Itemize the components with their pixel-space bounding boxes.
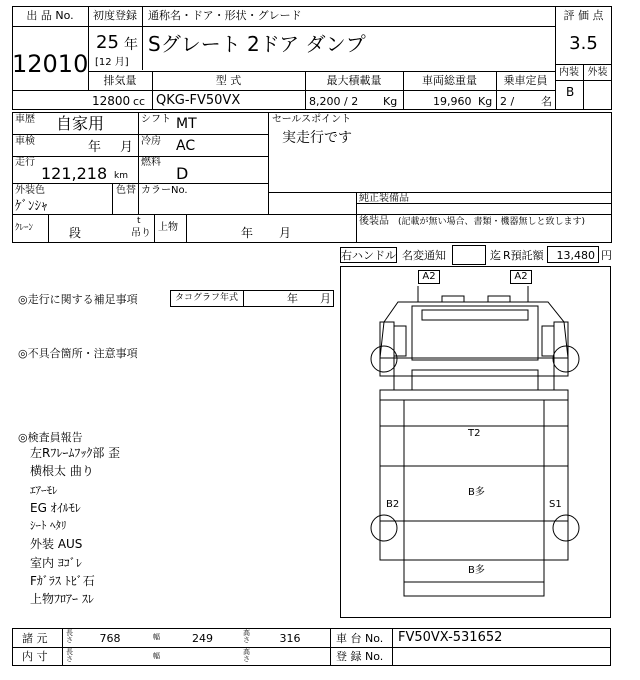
car-name: Sグレート 2ドア ダンプ	[148, 32, 366, 56]
recycle-label: R預託額	[503, 249, 544, 262]
color-value: ｹﾞﾝｼｬ	[15, 199, 48, 214]
damage-mark: B多	[468, 487, 485, 498]
lot-number-label: 出 品 No.	[26, 9, 74, 22]
inspector-line: ｴｱｰﾓﾚ	[30, 484, 58, 497]
inspection-label: 車検	[15, 136, 35, 147]
recycle-value: 13,480	[556, 249, 595, 262]
chassis-number: FV50VX-531652	[398, 630, 503, 645]
first-registration-label: 初度登録	[93, 9, 137, 22]
driving-notes-label: ◎走行に関する補足事項	[18, 293, 138, 306]
displacement-label: 排気量	[103, 74, 137, 87]
model-value: QKG-FV50VX	[156, 93, 241, 108]
history-value: 自家用	[56, 114, 105, 133]
dimensions-label: 諸 元	[22, 632, 48, 645]
damage-mark: B2	[386, 499, 400, 510]
gross-weight-unit: Kg	[478, 95, 493, 108]
capacity-value: 2 /	[500, 95, 515, 108]
damage-mark: T2	[468, 428, 481, 439]
fuel-value: D	[176, 164, 189, 183]
sales-point-value: 実走行です	[282, 130, 352, 146]
max-load-unit: Kg	[383, 95, 398, 108]
crane-stage: 段	[69, 226, 82, 240]
aftermarket-note: (記載が無い場合、書類・機器無しと致します)	[398, 217, 586, 227]
crane-ton: t	[137, 216, 141, 226]
mileage-label: 走行	[15, 157, 35, 168]
interior-grade-label: 内装	[559, 67, 579, 78]
height-label: 高さ	[243, 629, 250, 644]
registration-year: 25	[96, 32, 119, 53]
inspector-line: 室内 ﾖｺﾞﾚ	[30, 556, 82, 570]
gross-weight-label: 車両総重量	[422, 74, 477, 87]
aftermarket-label: 後装品	[359, 216, 389, 227]
inner-width-label: 幅	[153, 652, 160, 660]
inspector-report-label: ◎検査員報告	[18, 431, 83, 444]
damage-mark: B多	[468, 565, 485, 576]
width-value: 249	[192, 632, 213, 645]
inspector-line: 横根太 曲り	[30, 464, 94, 478]
inspection-month: 月	[120, 140, 134, 155]
shift-label: シフト	[141, 114, 171, 125]
damage-mark: A2	[422, 271, 436, 282]
deadline-char: 迄	[490, 249, 501, 262]
mileage-unit: km	[114, 171, 128, 181]
upper-body-label: 上物	[158, 222, 178, 233]
gross-weight-value: 19,960	[433, 95, 472, 108]
inner-length-label: 長さ	[66, 648, 73, 663]
name-change-label: 名変通知	[402, 249, 446, 262]
color-number-label: カラーNo.	[141, 185, 188, 196]
inspector-line: ｼｰﾄ ﾍﾀﾘ	[30, 519, 67, 532]
displacement-unit: cc	[133, 95, 146, 108]
length-value: 768	[99, 632, 121, 645]
genuine-equipment-label: 純正装備品	[359, 193, 409, 204]
defects-label: ◎不具合箇所・注意事項	[18, 347, 138, 360]
crane-lift: 吊り	[131, 228, 151, 239]
length-label: 長さ	[66, 629, 73, 644]
lot-number: 12010	[12, 50, 89, 78]
damage-mark: A2	[514, 271, 528, 282]
steering-side: 右ハンドル	[341, 249, 396, 262]
height-value: 316	[279, 632, 301, 645]
displacement-value: 12800	[92, 94, 131, 108]
mileage-value: 121,218	[41, 164, 108, 183]
registration-year-unit: 年	[124, 37, 138, 53]
color-change-label: 色替	[116, 185, 136, 196]
inspection-year: 年	[88, 140, 102, 155]
inner-height-label: 高さ	[243, 648, 250, 663]
registration-number-label: 登 録 No.	[336, 650, 384, 663]
capacity-unit: 名	[541, 95, 552, 108]
shift-value: MT	[176, 116, 197, 132]
model-label: 型 式	[215, 74, 242, 87]
upper-body-month: 月	[279, 226, 292, 240]
damage-mark: S1	[549, 499, 562, 510]
exterior-grade-label: 外装	[587, 67, 608, 78]
ac-label: 冷房	[141, 136, 161, 147]
crane-label: ｸﾚｰﾝ	[15, 223, 34, 233]
inspector-line: Fｶﾞﾗｽ ﾄﾋﾞ石	[30, 574, 95, 588]
tachograph-year: 年	[287, 292, 298, 305]
inspector-line: 外装 AUS	[30, 537, 83, 551]
max-load-label: 最大積載量	[326, 74, 382, 87]
interior-grade: B	[566, 85, 575, 99]
tachograph-month: 月	[320, 292, 331, 305]
rating-value: 3.5	[569, 33, 598, 54]
name-change-box	[452, 245, 486, 265]
registration-month: [12 月]	[95, 57, 129, 68]
capacity-label: 乗車定員	[503, 74, 548, 87]
inspector-line: 上物ﾌﾛｱｰ ｽﾚ	[30, 592, 94, 606]
width-label: 幅	[153, 633, 160, 641]
name-header: 通称名・ドア・形状・グレード	[148, 9, 302, 22]
color-label: 外装色	[15, 185, 45, 196]
recycle-unit: 円	[601, 249, 612, 262]
inner-dimensions-label: 内 寸	[22, 650, 48, 663]
ac-value: AC	[176, 138, 196, 154]
history-label: 車歴	[15, 114, 35, 125]
chassis-label: 車 台 No.	[336, 632, 384, 645]
inspector-line: EG ｵｲﾙﾓﾚ	[30, 501, 81, 515]
max-load-value: 8,200 / 2	[309, 95, 359, 108]
rating-label: 評 価 点	[563, 9, 604, 22]
upper-body-year: 年	[241, 226, 254, 240]
sales-point-label: セールスポイント	[272, 114, 352, 125]
fuel-label: 燃料	[141, 157, 161, 168]
tachograph-label: タコグラフ年式	[175, 293, 239, 303]
inspector-line: 左Rﾌﾚｰﾑﾌｯｸ部 歪	[30, 446, 121, 460]
